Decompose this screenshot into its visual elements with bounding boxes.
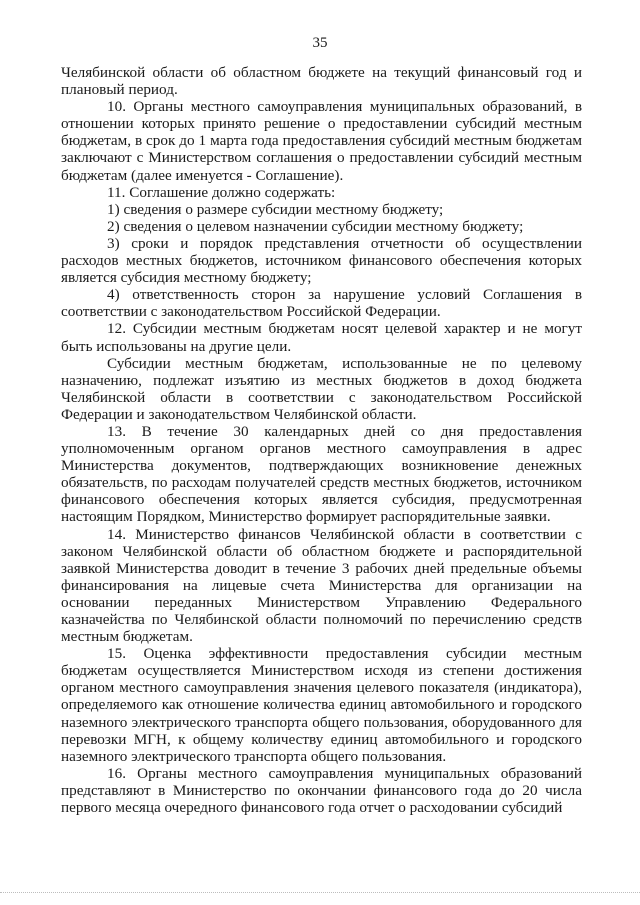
list-item-1: 1) сведения о размере субсидии местному бюджету; xyxy=(107,200,444,218)
paragraph-12: 12. Субсидии местным бюджетам носят целевой характер и не могут быть использованы на другие цели. xyxy=(61,320,582,355)
list-item-4: 4) ответственность сторон за нарушение условий Соглашения в соответствии с законодательством Российской Федерации. xyxy=(61,286,582,321)
paragraph-15: 15. Оценка эффективности предоставления субсидии местным бюджетам осуществляется Министерством исходя из степени достижения органом местного самоуправления значения целевого показателя (индикатора), определяемого как отношение количества единиц автомобильного и городского наземного электрического транспорта общего пользования, оборудованного для перевозки МГН, к общему количеству единиц автомобильного и городского наземного электрического транспорта общего пользования. xyxy=(61,645,582,765)
document-body xyxy=(61,64,582,816)
list-item-3: 3) сроки и порядок представления отчетности об осуществлении расходов местных бюджетов, источником финансового обеспечения которых является субсидия местному бюджету; xyxy=(61,234,582,287)
paragraph-14: 14. Министерство финансов Челябинской области в соответствии с законом Челябинской области об областном бюджете и распорядительной заявкой Министерства доводит в течение 3 рабочих дней предельные объемы финансирования на лицевые счета Министерства для организации на основании переданных Министерством Управлению Федерального казначейства по Челябинской области полномочий по перечислению средств местным бюджетам. xyxy=(61,525,582,646)
paragraph-10: 10. Органы местного самоуправления муниципальных образований, в отношении которых принято решение о предоставлении субсидий местным бюджетам, в срок до 1 марта года предоставления субсидий местным бюджетам заключают с Министерством соглашения о предоставлении субсидий местным бюджетам (далее именуется - Соглашение). xyxy=(61,98,582,184)
paragraph-16: 16. Органы местного самоуправления муниципальных образований представляют в Министерство по окончании финансового года до 20 числа первого месяца очередного финансового года отчет о расходовании субсидий xyxy=(61,764,582,817)
paragraph-11: 11. Соглашение должно содержать: xyxy=(107,183,336,201)
paragraph-13: 13. В течение 30 календарных дней со дня предоставления уполномоченным органом органов местного самоуправления в адрес Министерства документов, подтверждающих возникновение денежных обязательств, по расходам получателей средств местных бюджетов, источником финансового обеспечения которых является субсидия, предусмотренная настоящим Порядком, Министерство формирует распорядительные заявки. xyxy=(61,422,582,526)
bottom-divider xyxy=(0,892,640,893)
paragraph-12-continued: Субсидии местным бюджетам, использованные не по целевому назначению, подлежат изъятию из местных бюджетов в доход бюджета Челябинской области в соответствии с законодательством Российской Федерации и законодательством Челябинской области. xyxy=(61,354,582,423)
list-item-2: 2) сведения о целевом назначении субсидии местному бюджету; xyxy=(107,217,524,235)
page-number: 35 xyxy=(312,35,328,51)
paragraph-continuation: Челябинской области об областном бюджете на текущий финансовый год и плановый период. xyxy=(61,64,582,99)
